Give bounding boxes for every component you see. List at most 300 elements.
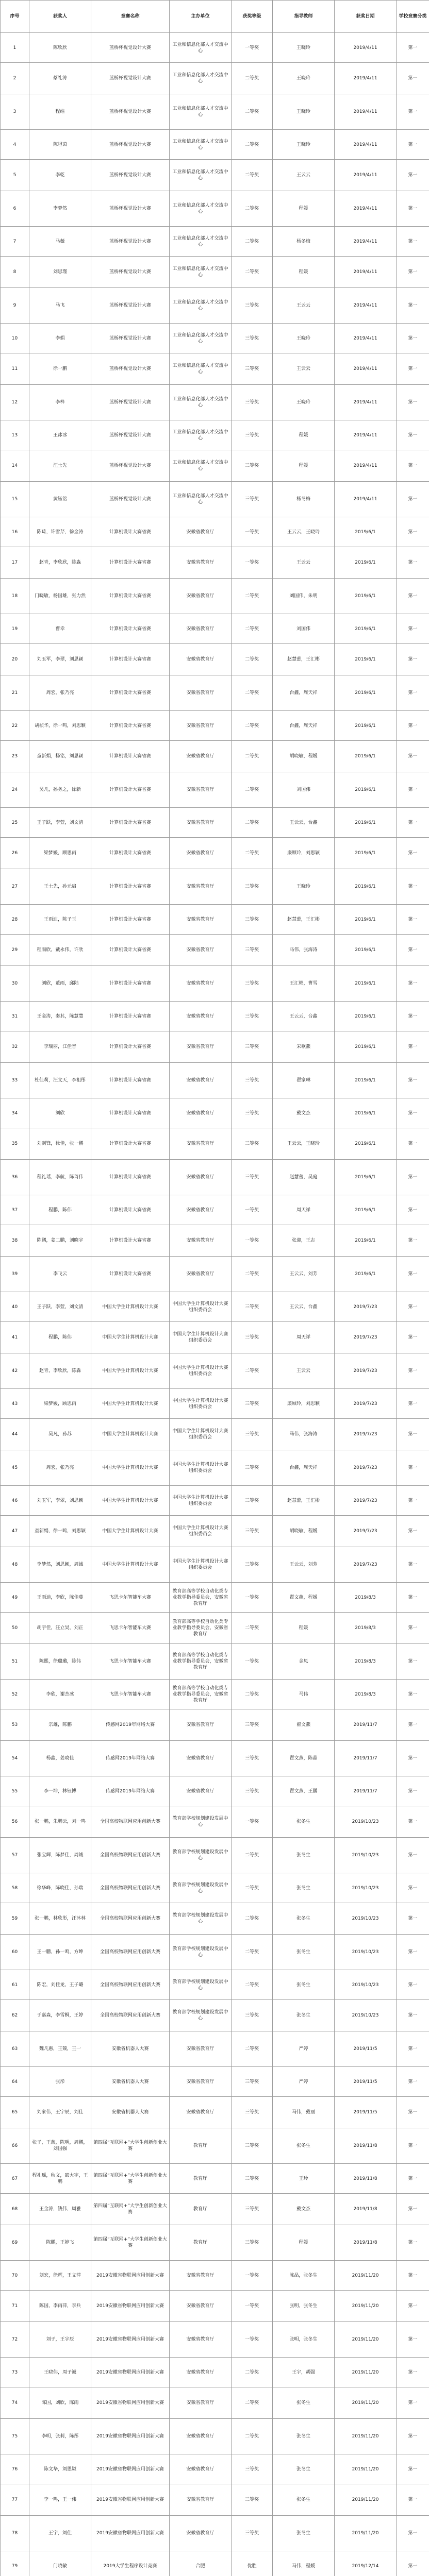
table-cell: 53 xyxy=(1,1709,29,1741)
table-cell: 安徽省教育厅 xyxy=(170,517,232,547)
table-cell: 2019/4/11 xyxy=(335,482,397,517)
table-cell: 2019安徽省物联网应用创新大赛 xyxy=(91,2358,170,2387)
table-cell: 中国大学生计算机设计大赛 xyxy=(91,1486,170,1516)
table-cell: 张迎，王志 xyxy=(273,1225,335,1257)
table-cell: 张明，张冬生 xyxy=(273,2322,335,2358)
table-cell: 34 xyxy=(1,1098,29,1128)
table-cell: 二等奖 xyxy=(232,2031,273,2067)
table-cell: 2019/11/20 xyxy=(335,2358,397,2387)
table-cell: 工业和信息化部人才交流中心 xyxy=(170,191,232,227)
table-cell: 第一 xyxy=(397,579,429,614)
table-cell: 第一 xyxy=(397,2128,429,2164)
table-cell: 二等奖 xyxy=(232,1873,273,1903)
table-cell: 程媛 xyxy=(273,1613,335,1644)
table-row xyxy=(1,1644,429,1680)
table-cell: 二等奖 xyxy=(232,838,273,869)
table-cell: 王云云 xyxy=(273,1353,335,1389)
table-cell: 8 xyxy=(1,257,29,288)
table-cell: 安徽省教育厅 xyxy=(170,1225,232,1257)
table-cell: 教育部高等学校自动化类专业教学指导委员会，安徽省教育厅 xyxy=(170,1680,232,1709)
table-cell: 57 xyxy=(1,1838,29,1873)
header-cell: 获奖日期 xyxy=(335,1,397,33)
table-row xyxy=(1,869,429,905)
table-cell: 陈国，刘欣，陈雨 xyxy=(29,2387,91,2419)
table-cell: 李梦然 xyxy=(29,191,91,227)
table-cell: 杜佳莉，汪文天，李祖彤 xyxy=(29,1063,91,1098)
table-cell: 王金涛，秦其，陈慧慧 xyxy=(29,1002,91,1031)
table-cell: 工业和信息化部人才交流中心 xyxy=(170,450,232,482)
table-cell: 三等奖 xyxy=(232,288,273,324)
table-cell: 2019/7/23 xyxy=(335,1353,397,1389)
table-cell: 2019/6/1 xyxy=(335,711,397,741)
table-cell: 王晓玲 xyxy=(273,130,335,160)
table-cell: 工业和信息化部人才交流中心 xyxy=(170,257,232,288)
table-cell: 梁梦媛，顾思雨 xyxy=(29,1389,91,1419)
table-cell: 胡桢华，徐一鸣，刘思颖 xyxy=(29,711,91,741)
table-row xyxy=(1,1419,429,1450)
table-cell: 三等奖 xyxy=(232,905,273,935)
table-cell: 计算机设计大赛省赛 xyxy=(91,1128,170,1160)
table-cell: 一等奖 xyxy=(232,1583,273,1613)
table-row xyxy=(1,1128,429,1160)
table-cell: 王云云，王晓玲 xyxy=(273,517,335,547)
table-cell: 三等奖 xyxy=(232,966,273,1002)
table-cell: 二等奖 xyxy=(232,94,273,130)
table-cell: 第一 xyxy=(397,2261,429,2291)
header-cell: 竞赛名称 xyxy=(91,1,170,33)
table-cell: 二等奖 xyxy=(232,1680,273,1709)
table-cell: 40 xyxy=(1,1292,29,1322)
table-cell: 周宏，张乃亮 xyxy=(29,675,91,711)
table-cell: 第一 xyxy=(397,2194,429,2225)
table-cell: 2019/6/1 xyxy=(335,966,397,1002)
table-cell: 陈宏，刘佳龙，王子璐 xyxy=(29,1970,91,2000)
table-row xyxy=(1,1873,429,1903)
table-cell: 飞思卡尔智能车大赛 xyxy=(91,1613,170,1644)
table-cell: 胡宇佳，汪立昊，刘正 xyxy=(29,1613,91,1644)
table-cell: 2019/10/23 xyxy=(335,1935,397,1970)
table-cell: 王晓玲 xyxy=(273,33,335,63)
table-cell: 汪士先 xyxy=(29,450,91,482)
table-cell: 2019/6/1 xyxy=(335,579,397,614)
table-cell: 安徽省教育厅 xyxy=(170,935,232,966)
table-cell: 李明，张莉，陈彤 xyxy=(29,2419,91,2454)
table-cell: 严婷 xyxy=(273,2067,335,2097)
table-cell: 计算机设计大赛省赛 xyxy=(91,935,170,966)
table-cell: 翟文燕，王鹏 xyxy=(273,1776,335,1806)
table-cell: 第一 xyxy=(397,1644,429,1680)
table-cell: 2019/11/20 xyxy=(335,2322,397,2358)
table-cell: 一等奖 xyxy=(232,2322,273,2358)
table-cell: 三等奖 xyxy=(232,482,273,517)
table-cell: 陈晶，张冬生 xyxy=(273,2261,335,2291)
table-cell: 全国高校物联网应用创新大赛 xyxy=(91,1838,170,1873)
table-cell: 2019安徽省物联网应用创新大赛 xyxy=(91,2484,170,2516)
table-cell: 张一鹏，朱鹏云，刘一鸣 xyxy=(29,1806,91,1838)
table-cell: 2019/4/11 xyxy=(335,130,397,160)
table-cell: 10 xyxy=(1,324,29,353)
table-cell: 第一 xyxy=(397,1257,429,1292)
table-cell: 教育厅 xyxy=(170,2164,232,2194)
table-cell: 19 xyxy=(1,614,29,644)
table-cell: 工业和信息化部人才交流中心 xyxy=(170,420,232,450)
table-cell: 李瑞丽，江佳音 xyxy=(29,1031,91,1063)
table-cell: 三等奖 xyxy=(232,1486,273,1516)
table-body xyxy=(1,33,429,2576)
table-cell: 2019/7/23 xyxy=(335,1450,397,1486)
table-row xyxy=(1,614,429,644)
table-cell: 30 xyxy=(1,966,29,1002)
table-cell: 2019/4/11 xyxy=(335,353,397,385)
table-cell: 工业和信息化部人才交流中心 xyxy=(170,324,232,353)
table-cell: 刘国伟，朱明 xyxy=(273,579,335,614)
table-cell: 31 xyxy=(1,1002,29,1031)
table-cell: 三等奖 xyxy=(232,1419,273,1450)
table-cell: 68 xyxy=(1,2194,29,2225)
table-cell: 程礼瑶，李航，陈琦伟 xyxy=(29,1160,91,1195)
table-cell: 张冬生 xyxy=(273,2484,335,2516)
table-cell: 马伟，张海涛 xyxy=(273,935,335,966)
table-row xyxy=(1,1583,429,1613)
table-cell: 中国大学生计算机设计大赛组织委员会 xyxy=(170,1353,232,1389)
table-cell: 安徽省教育厅 xyxy=(170,614,232,644)
table-row xyxy=(1,1903,429,1935)
table-cell: 李乾 xyxy=(29,160,91,191)
table-cell: 中国大学生计算机设计大赛 xyxy=(91,1547,170,1583)
table-cell: 48 xyxy=(1,1547,29,1583)
table-cell: 台鑫，周天祥 xyxy=(273,675,335,711)
table-cell: 2019/10/23 xyxy=(335,1873,397,1903)
table-cell: 二等奖 xyxy=(232,644,273,675)
table-cell: 中国大学生计算机设计大赛 xyxy=(91,1292,170,1322)
table-cell: 马伟 xyxy=(273,1680,335,1709)
table-cell: 第一 xyxy=(397,1098,429,1128)
table-cell: 王晓玲 xyxy=(273,324,335,353)
table-cell: 王云云，刘芳 xyxy=(273,1547,335,1583)
table-cell: 2019/11/7 xyxy=(335,1741,397,1776)
table-row xyxy=(1,1195,429,1225)
table-cell: 第一 xyxy=(397,1031,429,1063)
table-cell: 安徽省教育厅 xyxy=(170,1257,232,1292)
table-cell: 程媛 xyxy=(273,420,335,450)
table-cell: 第一 xyxy=(397,1450,429,1486)
table-cell: 刘子，王宇辰 xyxy=(29,2322,91,2358)
table-cell: 刘玉军，李翠，刘思颖 xyxy=(29,644,91,675)
table-cell: 计算机设计大赛省赛 xyxy=(91,644,170,675)
table-cell: 工业和信息化部人才交流中心 xyxy=(170,94,232,130)
table-cell: 三等奖 xyxy=(232,324,273,353)
table-cell: 刘思瑾 xyxy=(29,257,91,288)
table-cell: 教育厅 xyxy=(170,2128,232,2164)
table-cell: 5 xyxy=(1,160,29,191)
table-cell: 安徽省教育厅 xyxy=(170,1776,232,1806)
table-cell: 第一 xyxy=(397,63,429,94)
table-cell: 计算机设计大赛省赛 xyxy=(91,1160,170,1195)
table-cell: 2019/7/23 xyxy=(335,1547,397,1583)
table-cell: 陈坦茵 xyxy=(29,130,91,160)
table-cell: 第一 xyxy=(397,33,429,63)
table-cell: 79 xyxy=(1,2551,29,2576)
table-cell: 第一 xyxy=(397,2484,429,2516)
table-cell: 全国高校物联网应用创新大赛 xyxy=(91,1873,170,1903)
table-cell: 2019/6/1 xyxy=(335,1128,397,1160)
table-cell: 中国大学生计算机设计大赛 xyxy=(91,1516,170,1547)
table-cell: 教育部学校规划建设发展中心 xyxy=(170,1838,232,1873)
table-cell: 第一 xyxy=(397,1583,429,1613)
table-cell: 教育部学校规划建设发展中心 xyxy=(170,1873,232,1903)
table-cell: 张冬生 xyxy=(273,1838,335,1873)
table-cell: 66 xyxy=(1,2128,29,2164)
table-cell: 程媛 xyxy=(273,257,335,288)
table-cell: 王雨迪，陈子玉 xyxy=(29,905,91,935)
table-cell: 第一 xyxy=(397,1903,429,1935)
table-row xyxy=(1,1516,429,1547)
table-cell: 蓝桥杯视觉设计大赛 xyxy=(91,227,170,257)
table-cell: 2019/7/23 xyxy=(335,1322,397,1353)
table-cell: 童新娟，徐一鸣，刘思颖 xyxy=(29,1516,91,1547)
table-cell: 安徽省教育厅 xyxy=(170,772,232,808)
table-cell: 65 xyxy=(1,2097,29,2128)
table-cell: 13 xyxy=(1,420,29,450)
table-cell: 中国大学生计算机设计大赛组织委员会 xyxy=(170,1516,232,1547)
table-row xyxy=(1,1935,429,1970)
table-cell: 第一 xyxy=(397,2164,429,2194)
table-cell: 第四届“互联网+”大学生创新创业大赛 xyxy=(91,2164,170,2194)
table-cell: 2019/12/14 xyxy=(335,2551,397,2576)
table-cell: 第一 xyxy=(397,1709,429,1741)
table-cell: 计算机设计大赛省赛 xyxy=(91,838,170,869)
table-cell: 传感网2019年网络大赛 xyxy=(91,1741,170,1776)
table-cell: 一等奖 xyxy=(232,33,273,63)
table-cell: 张彤 xyxy=(29,2067,91,2097)
table-cell: 王晓玲 xyxy=(273,94,335,130)
table-cell: 计算机设计大赛省赛 xyxy=(91,1195,170,1225)
table-row xyxy=(1,130,429,160)
table-row xyxy=(1,1486,429,1516)
table-cell: 2019安徽省物联网应用创新大赛 xyxy=(91,2516,170,2551)
table-row xyxy=(1,1970,429,2000)
table-cell: 第一 xyxy=(397,1547,429,1583)
table-cell: 蓝桥杯视觉设计大赛 xyxy=(91,191,170,227)
table-row xyxy=(1,1292,429,1322)
table-row xyxy=(1,2128,429,2164)
table-cell: 第一 xyxy=(397,227,429,257)
table-cell: 26 xyxy=(1,838,29,869)
table-cell: 计算机设计大赛省赛 xyxy=(91,675,170,711)
table-cell: 二等奖 xyxy=(232,227,273,257)
table-cell: 2019/11/5 xyxy=(335,2097,397,2128)
table-cell: 安徽省教育厅 xyxy=(170,1128,232,1160)
table-cell: 2019/11/8 xyxy=(335,2225,397,2261)
table-cell: 三等奖 xyxy=(232,1709,273,1741)
table-cell: 王一鹏，孙一鸣，方坤 xyxy=(29,1935,91,1970)
table-row xyxy=(1,2067,429,2097)
table-cell: 29 xyxy=(1,935,29,966)
table-cell: 2019/6/1 xyxy=(335,1063,397,1098)
table-cell: 第一 xyxy=(397,711,429,741)
table-cell: 中国大学生计算机设计大赛组织委员会 xyxy=(170,1486,232,1516)
table-cell: 二等奖 xyxy=(232,711,273,741)
table-cell: 2019/11/8 xyxy=(335,2194,397,2225)
table-cell: 马飞 xyxy=(29,288,91,324)
table-cell: 第一 xyxy=(397,808,429,838)
table-cell: 张一鹏，林欣彤，汪沐林 xyxy=(29,1903,91,1935)
table-row xyxy=(1,1613,429,1644)
table-cell: 一等奖 xyxy=(232,547,273,579)
table-cell: 第一 xyxy=(397,94,429,130)
table-cell: 程维 xyxy=(29,94,91,130)
table-row xyxy=(1,1322,429,1353)
table-cell: 二等奖 xyxy=(232,1970,273,2000)
table-cell: 计算机设计大赛省赛 xyxy=(91,547,170,579)
table-cell: 2019/4/11 xyxy=(335,191,397,227)
table-cell: 第一 xyxy=(397,966,429,1002)
table-row xyxy=(1,1031,429,1063)
table-cell: 杨冬梅 xyxy=(273,482,335,517)
table-cell: 第一 xyxy=(397,191,429,227)
table-cell: 2019/4/11 xyxy=(335,257,397,288)
table-row xyxy=(1,1389,429,1419)
table-cell: 47 xyxy=(1,1516,29,1547)
table-cell: 2019/4/11 xyxy=(335,450,397,482)
table-cell: 计算机设计大赛省赛 xyxy=(91,869,170,905)
table-cell: 计算机设计大赛省赛 xyxy=(91,1225,170,1257)
table-cell: 第一 xyxy=(397,1486,429,1516)
table-row xyxy=(1,257,429,288)
table-cell: 三等奖 xyxy=(232,1160,273,1195)
table-cell: 安徽省教育厅 xyxy=(170,1031,232,1063)
table-cell: 全国高校物联网应用创新大赛 xyxy=(91,1806,170,1838)
table-cell: 张冬生 xyxy=(273,2516,335,2551)
table-cell: 安徽省教育厅 xyxy=(170,2261,232,2291)
table-cell: 刘欣，董雨，邱陆 xyxy=(29,966,91,1002)
table-cell: 第一 xyxy=(397,1160,429,1195)
table-cell: 李欣，谢杰冰 xyxy=(29,1680,91,1709)
table-cell: 马伟，程媛 xyxy=(273,2551,335,2576)
table-cell: 二等奖 xyxy=(232,63,273,94)
table-row xyxy=(1,2551,429,2576)
table-cell: 蓝桥杯视觉设计大赛 xyxy=(91,130,170,160)
table-cell: 计算机设计大赛省赛 xyxy=(91,808,170,838)
table-cell: 教育部学校规划建设发展中心 xyxy=(170,1970,232,2000)
table-cell: 严婷 xyxy=(273,2031,335,2067)
table-cell: 第一 xyxy=(397,2551,429,2576)
table-row xyxy=(1,2000,429,2031)
table-cell: 陈文华，刘思颖 xyxy=(29,2454,91,2484)
table-cell: 安徽省教育厅 xyxy=(170,1741,232,1776)
table-cell: 传感网2019年网络大赛 xyxy=(91,1709,170,1741)
table-cell: 第一 xyxy=(397,2225,429,2261)
table-row xyxy=(1,482,429,517)
table-cell: 工业和信息化部人才交流中心 xyxy=(170,33,232,63)
table-row xyxy=(1,1547,429,1583)
table-cell: 张冬生 xyxy=(273,1903,335,1935)
table-cell: 赵慧蕾，王汇彬 xyxy=(273,1486,335,1516)
table-cell: 第一 xyxy=(397,1195,429,1225)
table-cell: 2019/4/11 xyxy=(335,94,397,130)
table-cell: 70 xyxy=(1,2261,29,2291)
table-row xyxy=(1,772,429,808)
table-row xyxy=(1,63,429,94)
table-cell: 蓝桥杯视觉设计大赛 xyxy=(91,33,170,63)
table-cell: 第一 xyxy=(397,1806,429,1838)
table-cell: 蓝桥杯视觉设计大赛 xyxy=(91,420,170,450)
table-cell: 计算机设计大赛省赛 xyxy=(91,772,170,808)
table-cell: 门晓敏，杨国雄，张力然 xyxy=(29,579,91,614)
table-cell: 第一 xyxy=(397,614,429,644)
table-cell: 2019/7/23 xyxy=(335,1389,397,1419)
table-cell: 2019大学生程序设计竞赛 xyxy=(91,2551,170,2576)
table-cell: 第一 xyxy=(397,2000,429,2031)
table-cell: 36 xyxy=(1,1160,29,1195)
table-row xyxy=(1,450,429,482)
table-cell: 第一 xyxy=(397,1516,429,1547)
table-cell: 2019/7/23 xyxy=(335,1516,397,1547)
table-cell: 安徽省教育厅 xyxy=(170,1002,232,1031)
table-cell: 55 xyxy=(1,1776,29,1806)
table-row xyxy=(1,2322,429,2358)
table-cell: 第四届“互联网+”大学生创新创业大赛 xyxy=(91,2128,170,2164)
table-cell: 安徽省教育厅 xyxy=(170,2291,232,2322)
table-cell: 二等奖 xyxy=(232,160,273,191)
table-cell: 张冬生 xyxy=(273,1970,335,2000)
table-cell: 中国大学生计算机设计大赛组织委员会 xyxy=(170,1450,232,1486)
table-cell: 安徽省教育厅 xyxy=(170,2067,232,2097)
table-cell: 2019/11/20 xyxy=(335,2484,397,2516)
table-cell: 第一 xyxy=(397,257,429,288)
table-cell: 张明，张冬生 xyxy=(273,2291,335,2322)
table-cell: 三等奖 xyxy=(232,450,273,482)
table-cell: 17 xyxy=(1,547,29,579)
table-cell: 第一 xyxy=(397,1322,429,1353)
table-cell: 刘宏，徐辉，王文萍 xyxy=(29,2261,91,2291)
table-cell: 二等奖 xyxy=(232,741,273,772)
table-cell: 35 xyxy=(1,1128,29,1160)
table-cell: 2019/6/1 xyxy=(335,1002,397,1031)
table-cell: 第一 xyxy=(397,1128,429,1160)
table-cell: 程鹏，陈伟 xyxy=(29,1195,91,1225)
table-cell: 2019/4/11 xyxy=(335,63,397,94)
table-cell: 二等奖 xyxy=(232,257,273,288)
table-cell: 刘玉军，李翠，刘思颖 xyxy=(29,1486,91,1516)
table-cell: 4 xyxy=(1,130,29,160)
table-cell: 二等奖 xyxy=(232,1257,273,1292)
table-cell: 廉顾玲，刘思颖 xyxy=(273,838,335,869)
table-cell: 28 xyxy=(1,905,29,935)
table-cell: 三等奖 xyxy=(232,1128,273,1160)
table-row xyxy=(1,2291,429,2322)
table-cell: 第一 xyxy=(397,1002,429,1031)
table-cell: 张冬生 xyxy=(273,2387,335,2419)
table-row xyxy=(1,808,429,838)
header-cell: 序号 xyxy=(1,1,29,33)
table-cell: 20 xyxy=(1,644,29,675)
table-cell: 安徽省教育厅 xyxy=(170,1063,232,1098)
table-cell: 王晓玲 xyxy=(273,385,335,420)
table-cell: 中国大学生计算机设计大赛 xyxy=(91,1322,170,1353)
table-cell: 全国高校物联网应用创新大赛 xyxy=(91,1970,170,2000)
table-cell: 计算机设计大赛省赛 xyxy=(91,966,170,1002)
table-row xyxy=(1,1680,429,1709)
table-cell: 安徽省教育厅 xyxy=(170,741,232,772)
table-cell: 计算机设计大赛省赛 xyxy=(91,1063,170,1098)
table-cell: 三等奖 xyxy=(232,1292,273,1322)
table-cell: 童新娟，杨铭，刘思颖 xyxy=(29,741,91,772)
table-cell: 2019/11/20 xyxy=(335,2419,397,2454)
table-cell: 工业和信息化部人才交流中心 xyxy=(170,227,232,257)
table-cell: 第一 xyxy=(397,288,429,324)
table-cell: 王子跃，李萱，刘文清 xyxy=(29,1292,91,1322)
